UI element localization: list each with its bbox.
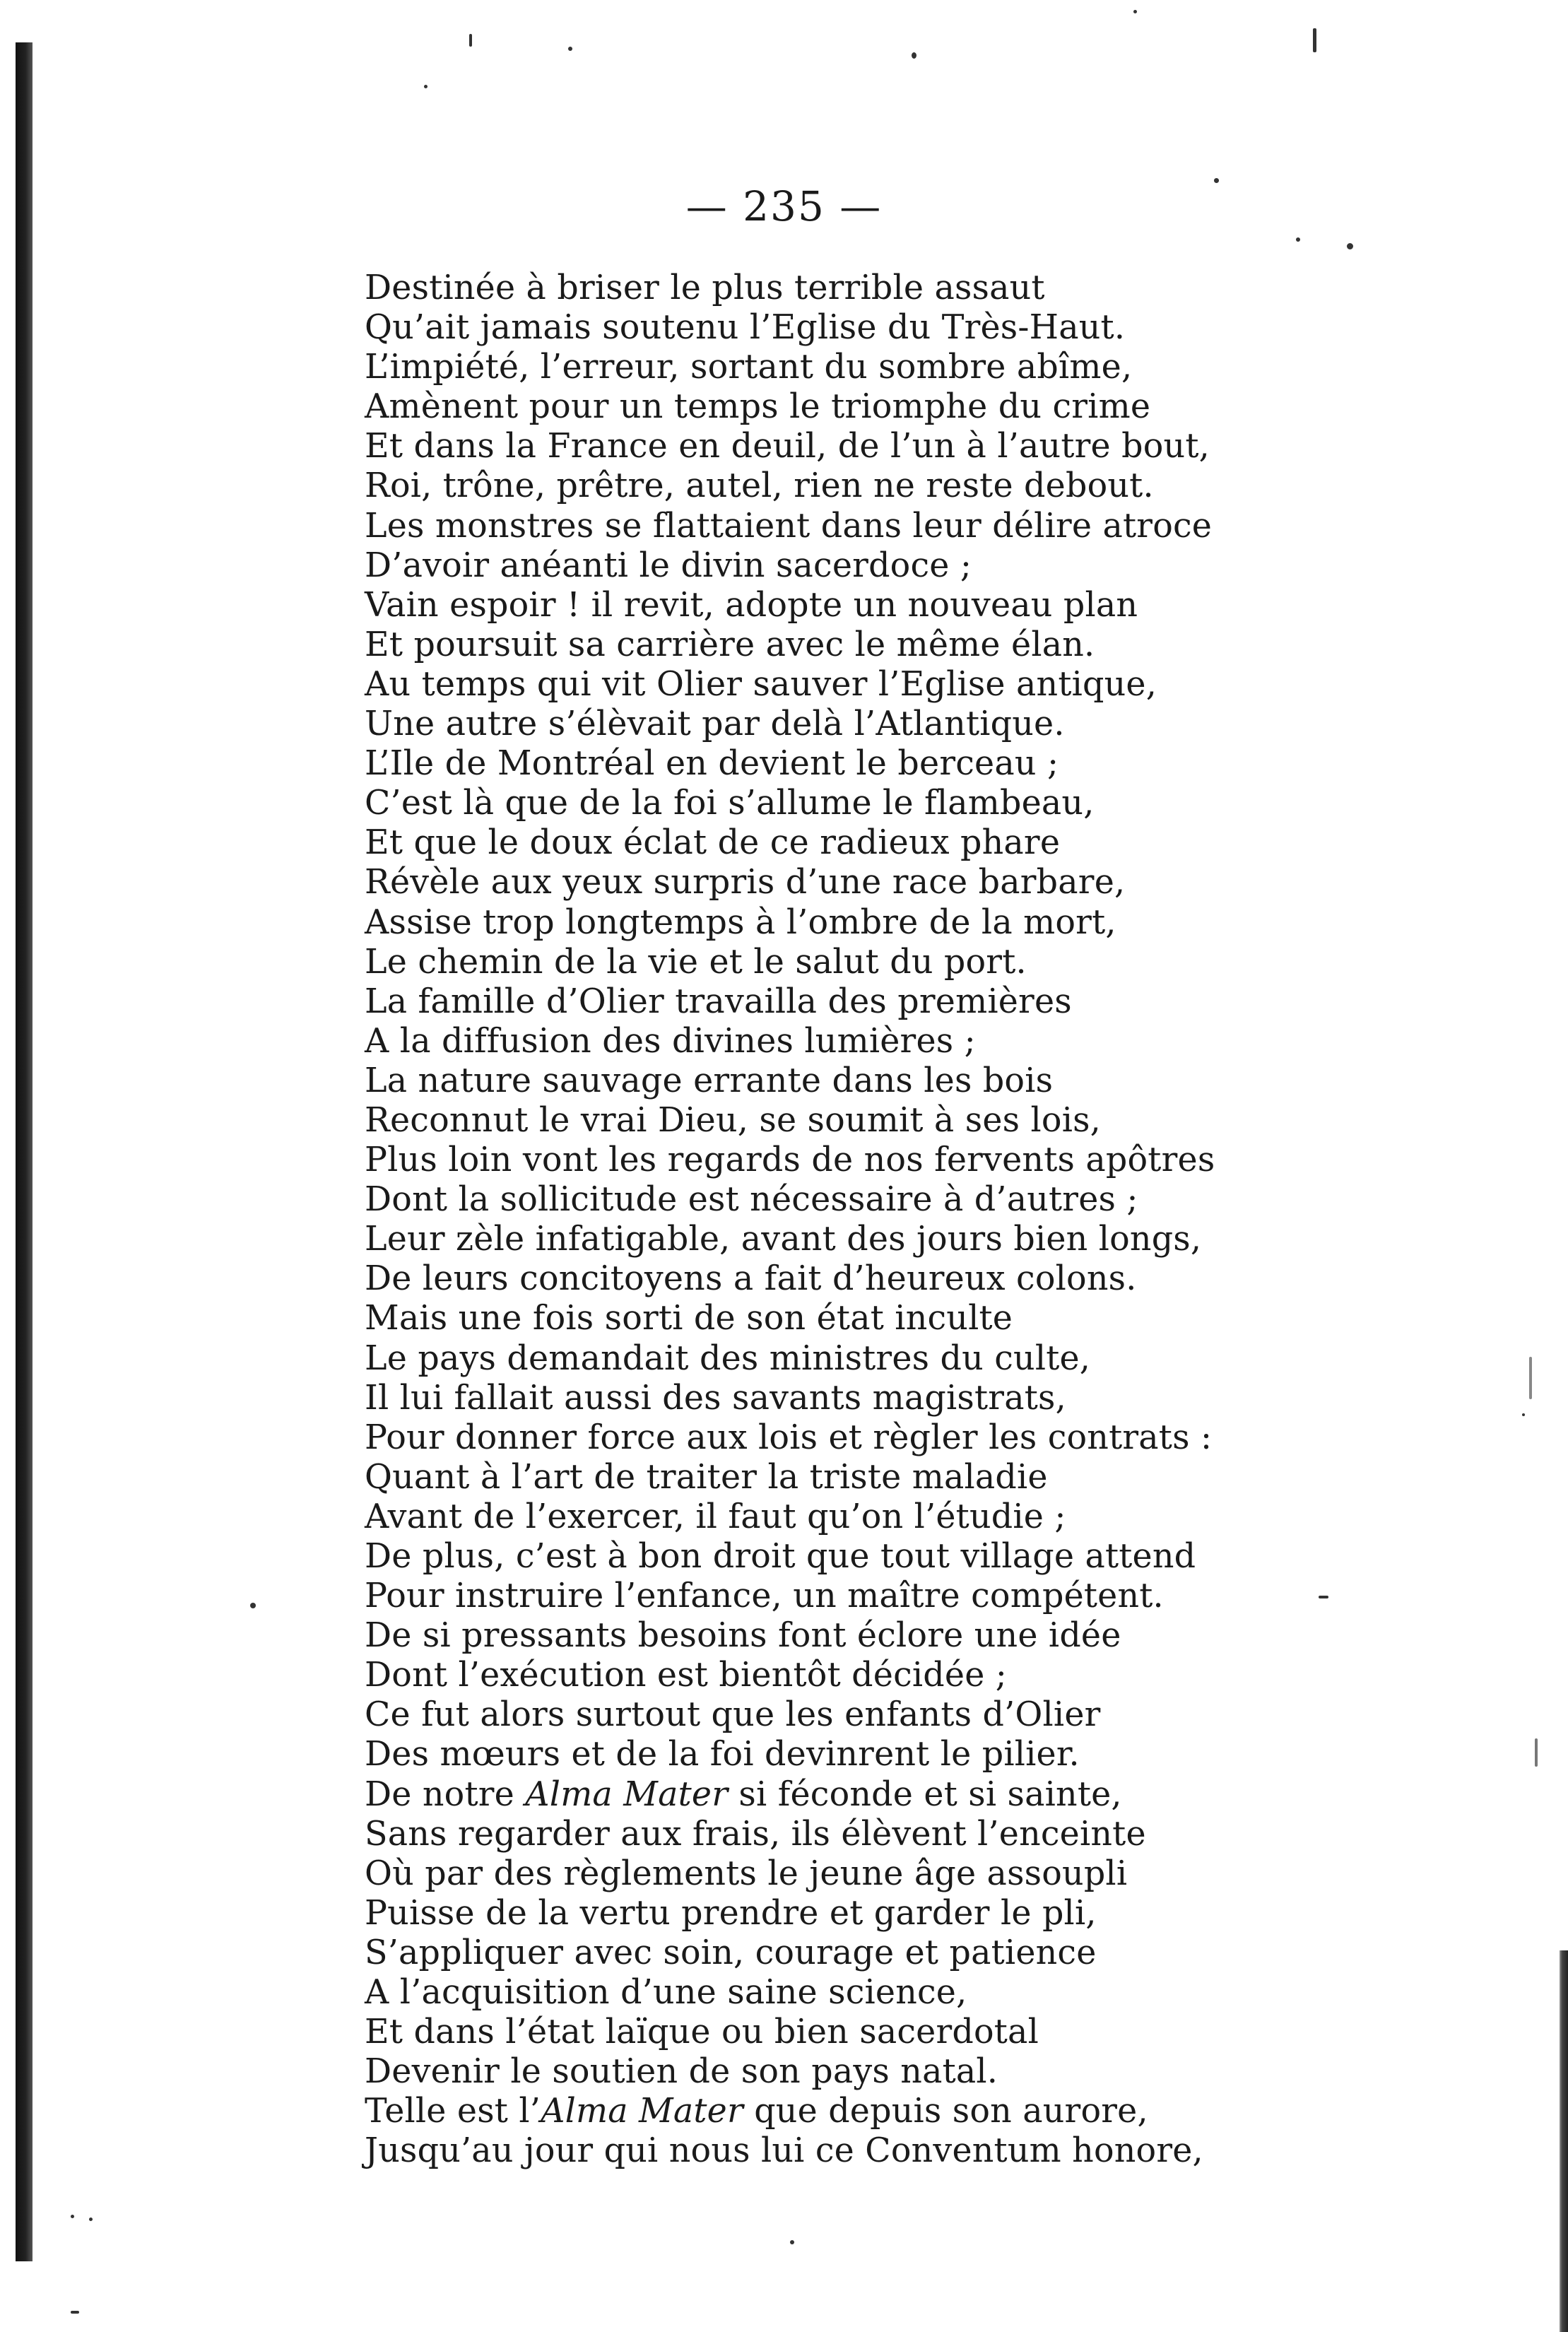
- scan-right-edge: [1560, 1950, 1568, 2332]
- poem-line-text: si féconde et si sainte,: [728, 1774, 1122, 1814]
- poem-line: Une autre s’élèvait par delà l’Atlantique.: [365, 705, 1065, 744]
- scan-speck: [912, 52, 916, 59]
- poem-line: A la diffusion des divines lumières ;: [365, 1021, 976, 1061]
- scan-speck: [1296, 237, 1300, 242]
- poem-line: Mais une fois sorti de son état inculte: [365, 1299, 1013, 1338]
- poem-line: Destinée à briser le plus terrible assaut: [365, 269, 1045, 307]
- poem-line: Ce fut alors surtout que les enfants d’Olier: [365, 1695, 1101, 1735]
- poem-line: Dont l’exécution est bientôt décidée ;: [365, 1656, 1008, 1695]
- poem-line: [365, 1775, 1283, 1815]
- poem-line: Avant de l’exercer, il faut qu’on l’étudie ;: [365, 1497, 1066, 1536]
- poem-line: Plus loin vont les regards de nos fervents apôtres: [365, 1141, 1215, 1180]
- poem-line: Et dans l’état laïque ou bien sacerdotal: [365, 2013, 1039, 2052]
- poem-line: Qu’ait jamais soutenu l’Eglise du Très-Haut.: [365, 308, 1126, 348]
- scan-speck: [1347, 243, 1353, 249]
- poem-line: C’est là que de la foi s’allume le flambeau,: [365, 784, 1095, 823]
- poem-line: Quant à l’art de traiter la triste maladie: [365, 1457, 1048, 1497]
- poem-line: Assise trop longtemps à l’ombre de la mort,: [365, 902, 1116, 942]
- scan-speck: [250, 1603, 256, 1608]
- poem-line: [365, 2092, 1283, 2131]
- poem-line: L’Ile de Montréal en devient le berceau ;: [365, 744, 1059, 784]
- poem-line: Révèle aux yeux surpris d’une race barbare,: [365, 863, 1126, 902]
- poem-line: Pour donner force aux lois et règler les contrats :: [365, 1418, 1213, 1457]
- poem-line: Leur zèle infatigable, avant des jours bien longs,: [365, 1220, 1202, 1259]
- poem-line-italic: Alma Mater: [525, 1774, 729, 1814]
- poem-line: De si pressants besoins font éclore une idée: [365, 1616, 1121, 1656]
- scan-speck: [1313, 28, 1316, 52]
- scan-binding-edge: [16, 42, 33, 2261]
- poem-line: De leurs concitoyens a fait d’heureux colons.: [365, 1259, 1137, 1299]
- scan-speck: [89, 2218, 93, 2221]
- page-number: — 235 —: [685, 182, 883, 230]
- scan-speck: [1522, 1413, 1525, 1416]
- poem-line: La famille d’Olier travailla des premières: [365, 982, 1072, 1021]
- poem-line: Des mœurs et de la foi devinrent le pilier.: [365, 1735, 1080, 1774]
- scan-speck: [1535, 1738, 1538, 1767]
- poem-line: Devenir le soutien de son pays natal.: [365, 2052, 998, 2092]
- poem-line: Et poursuit sa carrière avec le même élan.: [365, 625, 1095, 664]
- scan-speck: [790, 2240, 794, 2244]
- poem-line: D’avoir anéanti le divin sacerdoce ;: [365, 546, 972, 585]
- poem-line-text: Telle est l’: [365, 2092, 541, 2131]
- poem-line-text: que depuis son aurore,: [743, 2092, 1148, 2131]
- poem-line: Roi, trône, prêtre, autel, rien ne reste debout.: [365, 466, 1154, 506]
- poem-line: De plus, c’est à bon droit que tout village attend: [365, 1537, 1196, 1576]
- scan-speck: [71, 2215, 74, 2218]
- poem-line: Vain espoir ! il revit, adopte un nouveau plan: [365, 585, 1138, 625]
- scan-speck: [1529, 1357, 1532, 1399]
- poem-line: Et que le doux éclat de ce radieux phare: [365, 823, 1061, 863]
- poem-line: L’impiété, l’erreur, sortant du sombre abîme,: [365, 348, 1133, 387]
- poem-line: Le pays demandait des ministres du culte,: [365, 1338, 1091, 1378]
- scan-speck: [568, 47, 572, 51]
- poem-line: Au temps qui vit Olier sauver l’Eglise antique,: [365, 664, 1157, 704]
- poem-line: Le chemin de la vie et le salut du port.: [365, 942, 1027, 982]
- poem-line: Reconnut le vrai Dieu, se soumit à ses lois,: [365, 1100, 1101, 1140]
- poem-line: Sans regarder aux frais, ils élèvent l’enceinte: [365, 1814, 1146, 1854]
- poem-line: Et dans la France en deuil, de l’un à l’autre bout,: [365, 427, 1210, 466]
- poem-line: Il lui fallait aussi des savants magistrats,: [365, 1378, 1066, 1418]
- poem-line: Les monstres se flattaient dans leur délire atroce: [365, 506, 1213, 546]
- poem-line: Amènent pour un temps le triomphe du crime: [365, 387, 1151, 427]
- scan-speck: [71, 2311, 79, 2314]
- scan-speck: [424, 85, 428, 88]
- poem-text: [365, 269, 1283, 2172]
- poem-line-text: De notre: [365, 1774, 526, 1814]
- poem-line: Puisse de la vertu prendre et garder le pli,: [365, 1893, 1097, 1933]
- poem-line: Où par des règlements le jeune âge assoupli: [365, 1854, 1128, 1893]
- poem-line: S’appliquer avec soin, courage et patience: [365, 1933, 1097, 1972]
- poem-line: A l’acquisition d’une saine science,: [365, 1973, 967, 2013]
- scan-speck: [469, 34, 472, 47]
- poem-line-italic: Alma Mater: [541, 2092, 743, 2131]
- poem-line: La nature sauvage errante dans les bois: [365, 1061, 1054, 1100]
- scan-speck: [1319, 1596, 1328, 1598]
- poem-line: Pour instruire l’enfance, un maître compétent.: [365, 1577, 1164, 1616]
- scan-speck: [1133, 10, 1137, 13]
- poem-line: Jusqu’au jour qui nous lui ce Conventum honore,: [365, 2131, 1203, 2171]
- poem-line: Dont la sollicitude est nécessaire à d’autres ;: [365, 1180, 1138, 1220]
